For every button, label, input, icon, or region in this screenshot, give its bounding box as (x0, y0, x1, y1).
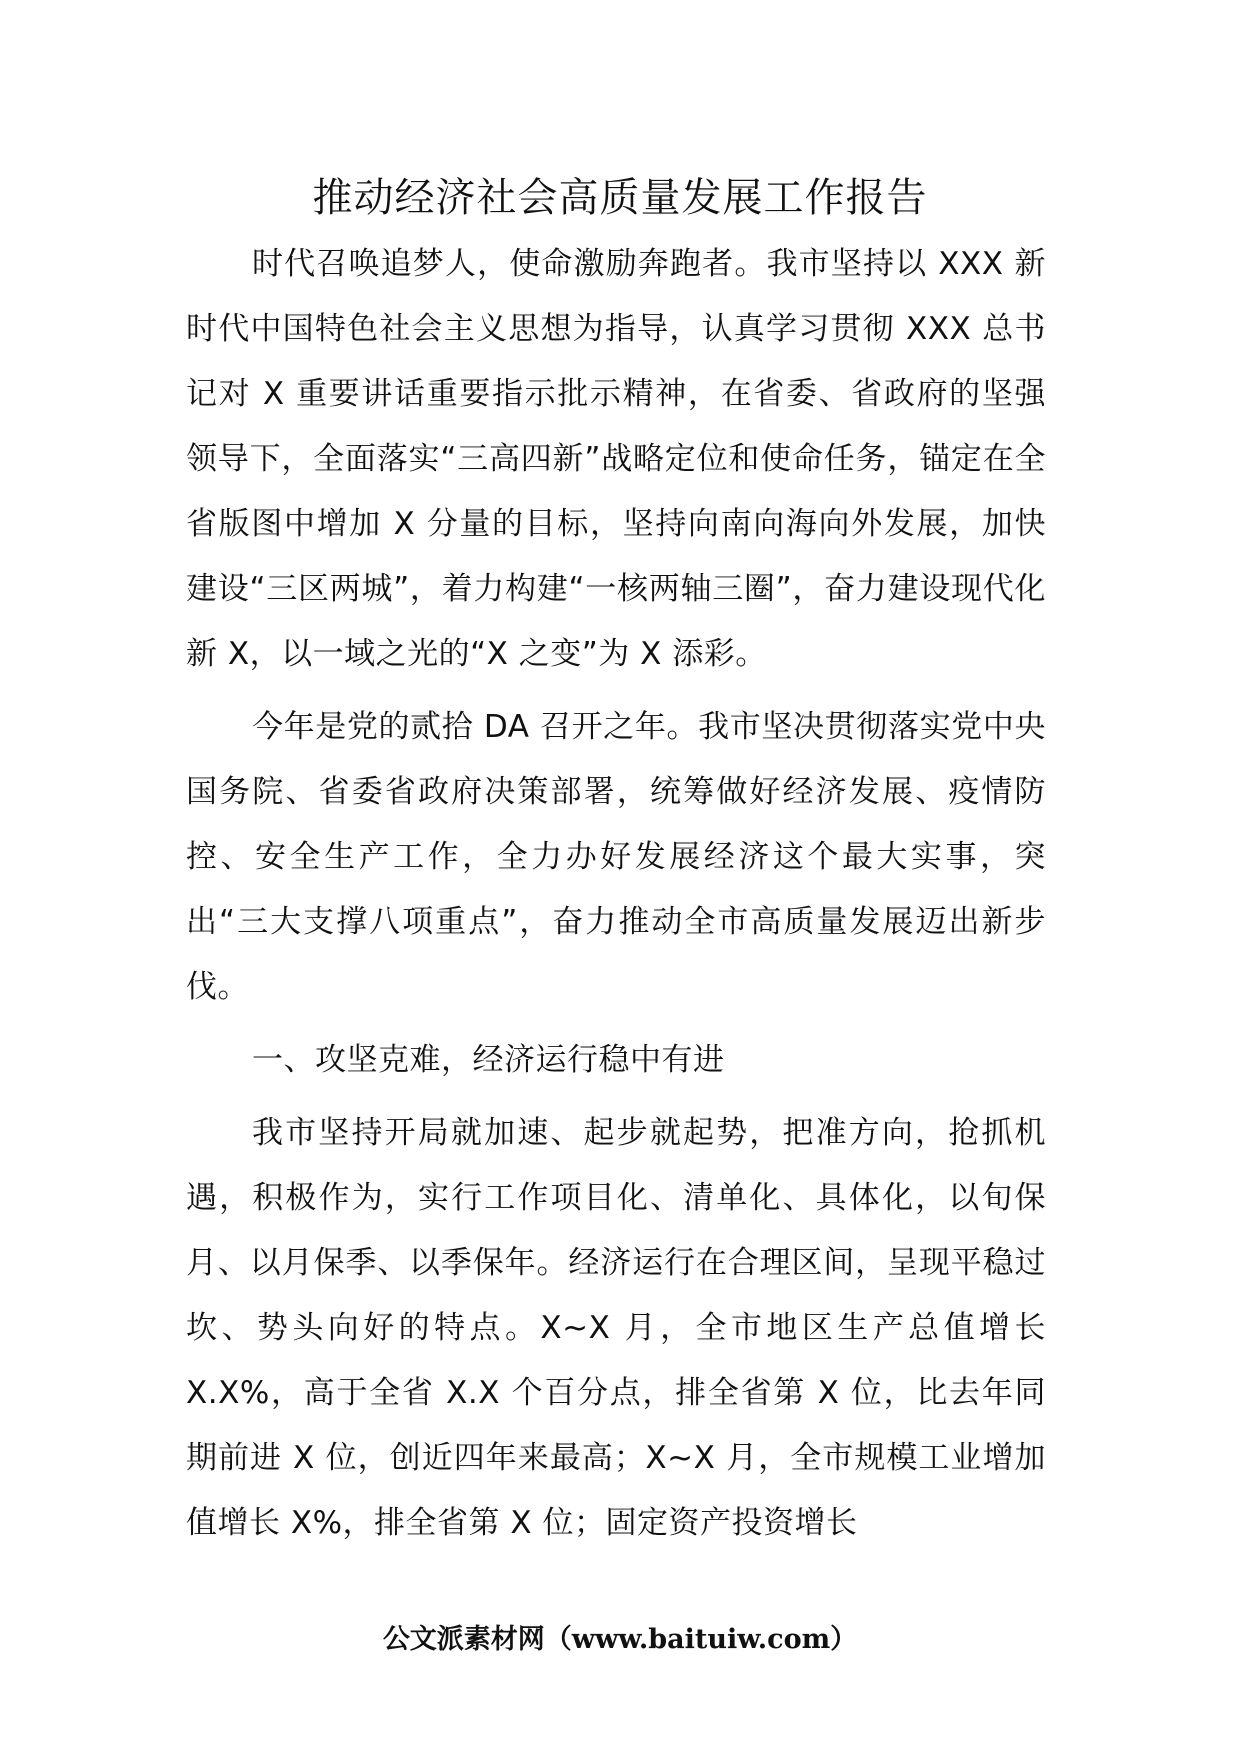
body-paragraph-2: 今年是党的贰拾 DA 召开之年。我市坚决贯彻落实党中央国务院、省委省政府决策部署，统筹做好经济发展、疫情防控、安全生产工作，全力办好发展经济这个最大实事，突出“三大支撑八项重点”，奋力推动全市高质量发展迈出新步伐。 (186, 709, 1046, 1005)
body-paragraph-1: 时代召唤追梦人，使命激励奔跑者。我市坚持以 XXX 新时代中国特色社会主义思想为指导，认真学习贯彻 XXX 总书记对 X 重要讲话重要指示批示精神，在省委、省政府的坚强领导下，全面落实“三高四新”战略定位和使命任务，锚定在全省版图中增加 X 分量的目标，坚持向南向海向外发展，加快建设“三区两城”，着力构建“一核两轴三圈”，奋力建设现代化新 X，以一域之光的“X 之变”为 X 添彩。 (186, 246, 1046, 672)
document-title: 推动经济社会高质量发展工作报告 (312, 175, 928, 221)
document-body (186, 232, 1046, 1564)
footer-watermark: 公文派素材网（www.baituiw.com） (382, 1624, 858, 1655)
section-paragraph: 我市坚持开局就加速、起步就起势，把准方向，抢抓机遇，积极作为，实行工作项目化、清单化、具体化，以旬保月、以月保季、以季保年。经济运行在合理区间，呈现平稳过坎、势头向好的特点。X~X 月，全市地区生产总值增长 X.X%，高于全省 X.X 个百分点，排全省第 X 位，比去年同期前进 X 位，创近四年来最高；X~X 月，全市规模工业增加值增长 X%，排全省第 X 位；固定资产投资增长 (186, 1115, 1046, 1541)
section-heading: 一、攻坚克难，经济运行稳中有进 (252, 1042, 725, 1078)
